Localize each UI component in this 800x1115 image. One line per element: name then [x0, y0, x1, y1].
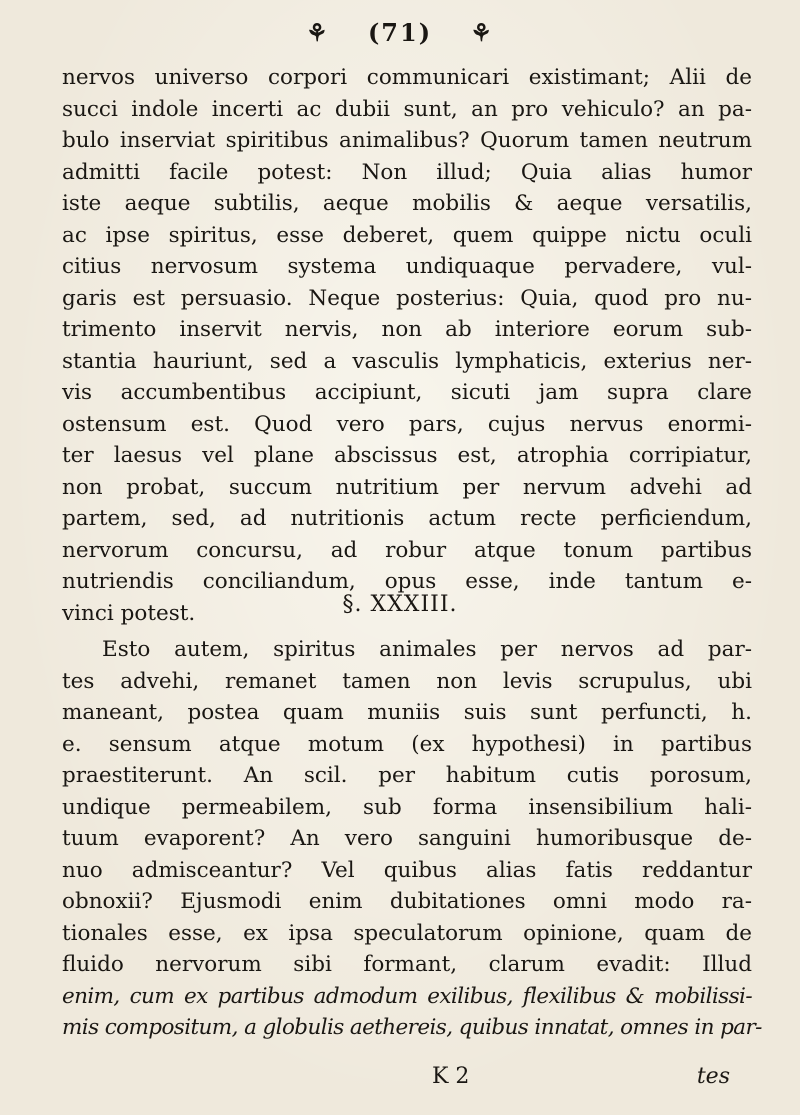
text-line: stantia hauriunt, sed a vasculis lymphaticis, exterius ner-	[62, 348, 752, 374]
text-line: ostensum est. Quod vero pars, cujus nervus enormi-	[62, 411, 752, 437]
text-line: admitti facile potest: Non illud; Quia alias humor	[62, 159, 752, 185]
text-line: obnoxii? Ejusmodi enim dubitationes omni modo ra-	[62, 889, 752, 914]
text-line: maneant, postea quam muniis suis sunt perfuncti, h.	[62, 700, 752, 725]
text-line: e. sensum atque motum (ex hypothesi) in partibus	[62, 731, 752, 757]
page-footer	[62, 1064, 752, 1094]
catchword: tes	[696, 1064, 730, 1089]
text-line: mis compositum, a globulis aethereis, quibus innatat, omnes in par-	[62, 1015, 762, 1040]
text-line: undique permeabilem, sub forma insensibilium hali-	[62, 794, 752, 820]
text-line: citius nervosum systema undiquaque pervadere, vul-	[62, 254, 752, 279]
text-line: vis accumbentibus accipiunt, sicuti jam supra clare	[62, 380, 752, 405]
text-line: enim, cum ex partibus admodum exilibus, flexilibus & mobilissi-	[62, 983, 752, 1009]
text-line: nervorum concursu, ad robur atque tonum partibus	[62, 537, 752, 563]
text-line: tuum evaporent? An vero sanguini humoribusque de-	[62, 826, 752, 851]
text-line: garis est persuasio. Neque posterius: Quia, quod pro nu-	[62, 285, 752, 311]
text-line: nuo admisceantur? Vel quibus alias fatis reddantur	[62, 857, 752, 883]
text-line: tes advehi, remanet tamen non levis scrupulus, ubi	[62, 668, 752, 694]
text-line: vinci potest.	[62, 600, 196, 626]
header-ornament-left: ⚘	[306, 18, 330, 47]
text-line: Esto autem, spiritus animales per nervos ad par-	[102, 637, 752, 662]
text-line: nervos universo corpori communicari existimant; Alii de	[62, 65, 752, 90]
signature-mark: K 2	[432, 1064, 470, 1089]
text-line: ter laesus vel plane abscissus est, atrophia corripiatur,	[62, 443, 752, 468]
page-number: (71)	[367, 18, 433, 47]
text-line: iste aeque subtilis, aeque mobilis & aeque versatilis,	[62, 191, 752, 216]
text-line: partem, sed, ad nutritionis actum recte perficiendum,	[62, 506, 752, 531]
text-line: succi indole incerti ac dubii sunt, an pro vehiculo? an pa-	[62, 96, 752, 122]
text-line: bulo inserviat spiritibus animalibus? Quorum tamen neutrum	[62, 128, 752, 153]
text-line: trimento inservit nervis, non ab interiore eorum sub-	[62, 317, 752, 342]
text-line: ac ipse spiritus, esse deberet, quem quippe nictu oculi	[62, 222, 752, 248]
text-line: nutriendis conciliandum, opus esse, inde tantum e-	[62, 569, 752, 594]
header-ornament-right: ⚘	[470, 18, 494, 47]
text-line: praestiterunt. An scil. per habitum cutis porosum,	[62, 763, 752, 788]
text-line: fluido nervorum sibi formant, clarum evadit: Illud	[62, 952, 752, 977]
paragraph-2	[62, 634, 762, 1044]
paragraph-1	[62, 62, 752, 629]
text-line: non probat, succum nutritium per nervum advehi ad	[62, 474, 752, 500]
page-header	[0, 18, 800, 47]
section-heading: §. XXXIII.	[342, 592, 458, 617]
text-line: tionales esse, ex ipsa speculatorum opinione, quam de	[62, 920, 752, 946]
